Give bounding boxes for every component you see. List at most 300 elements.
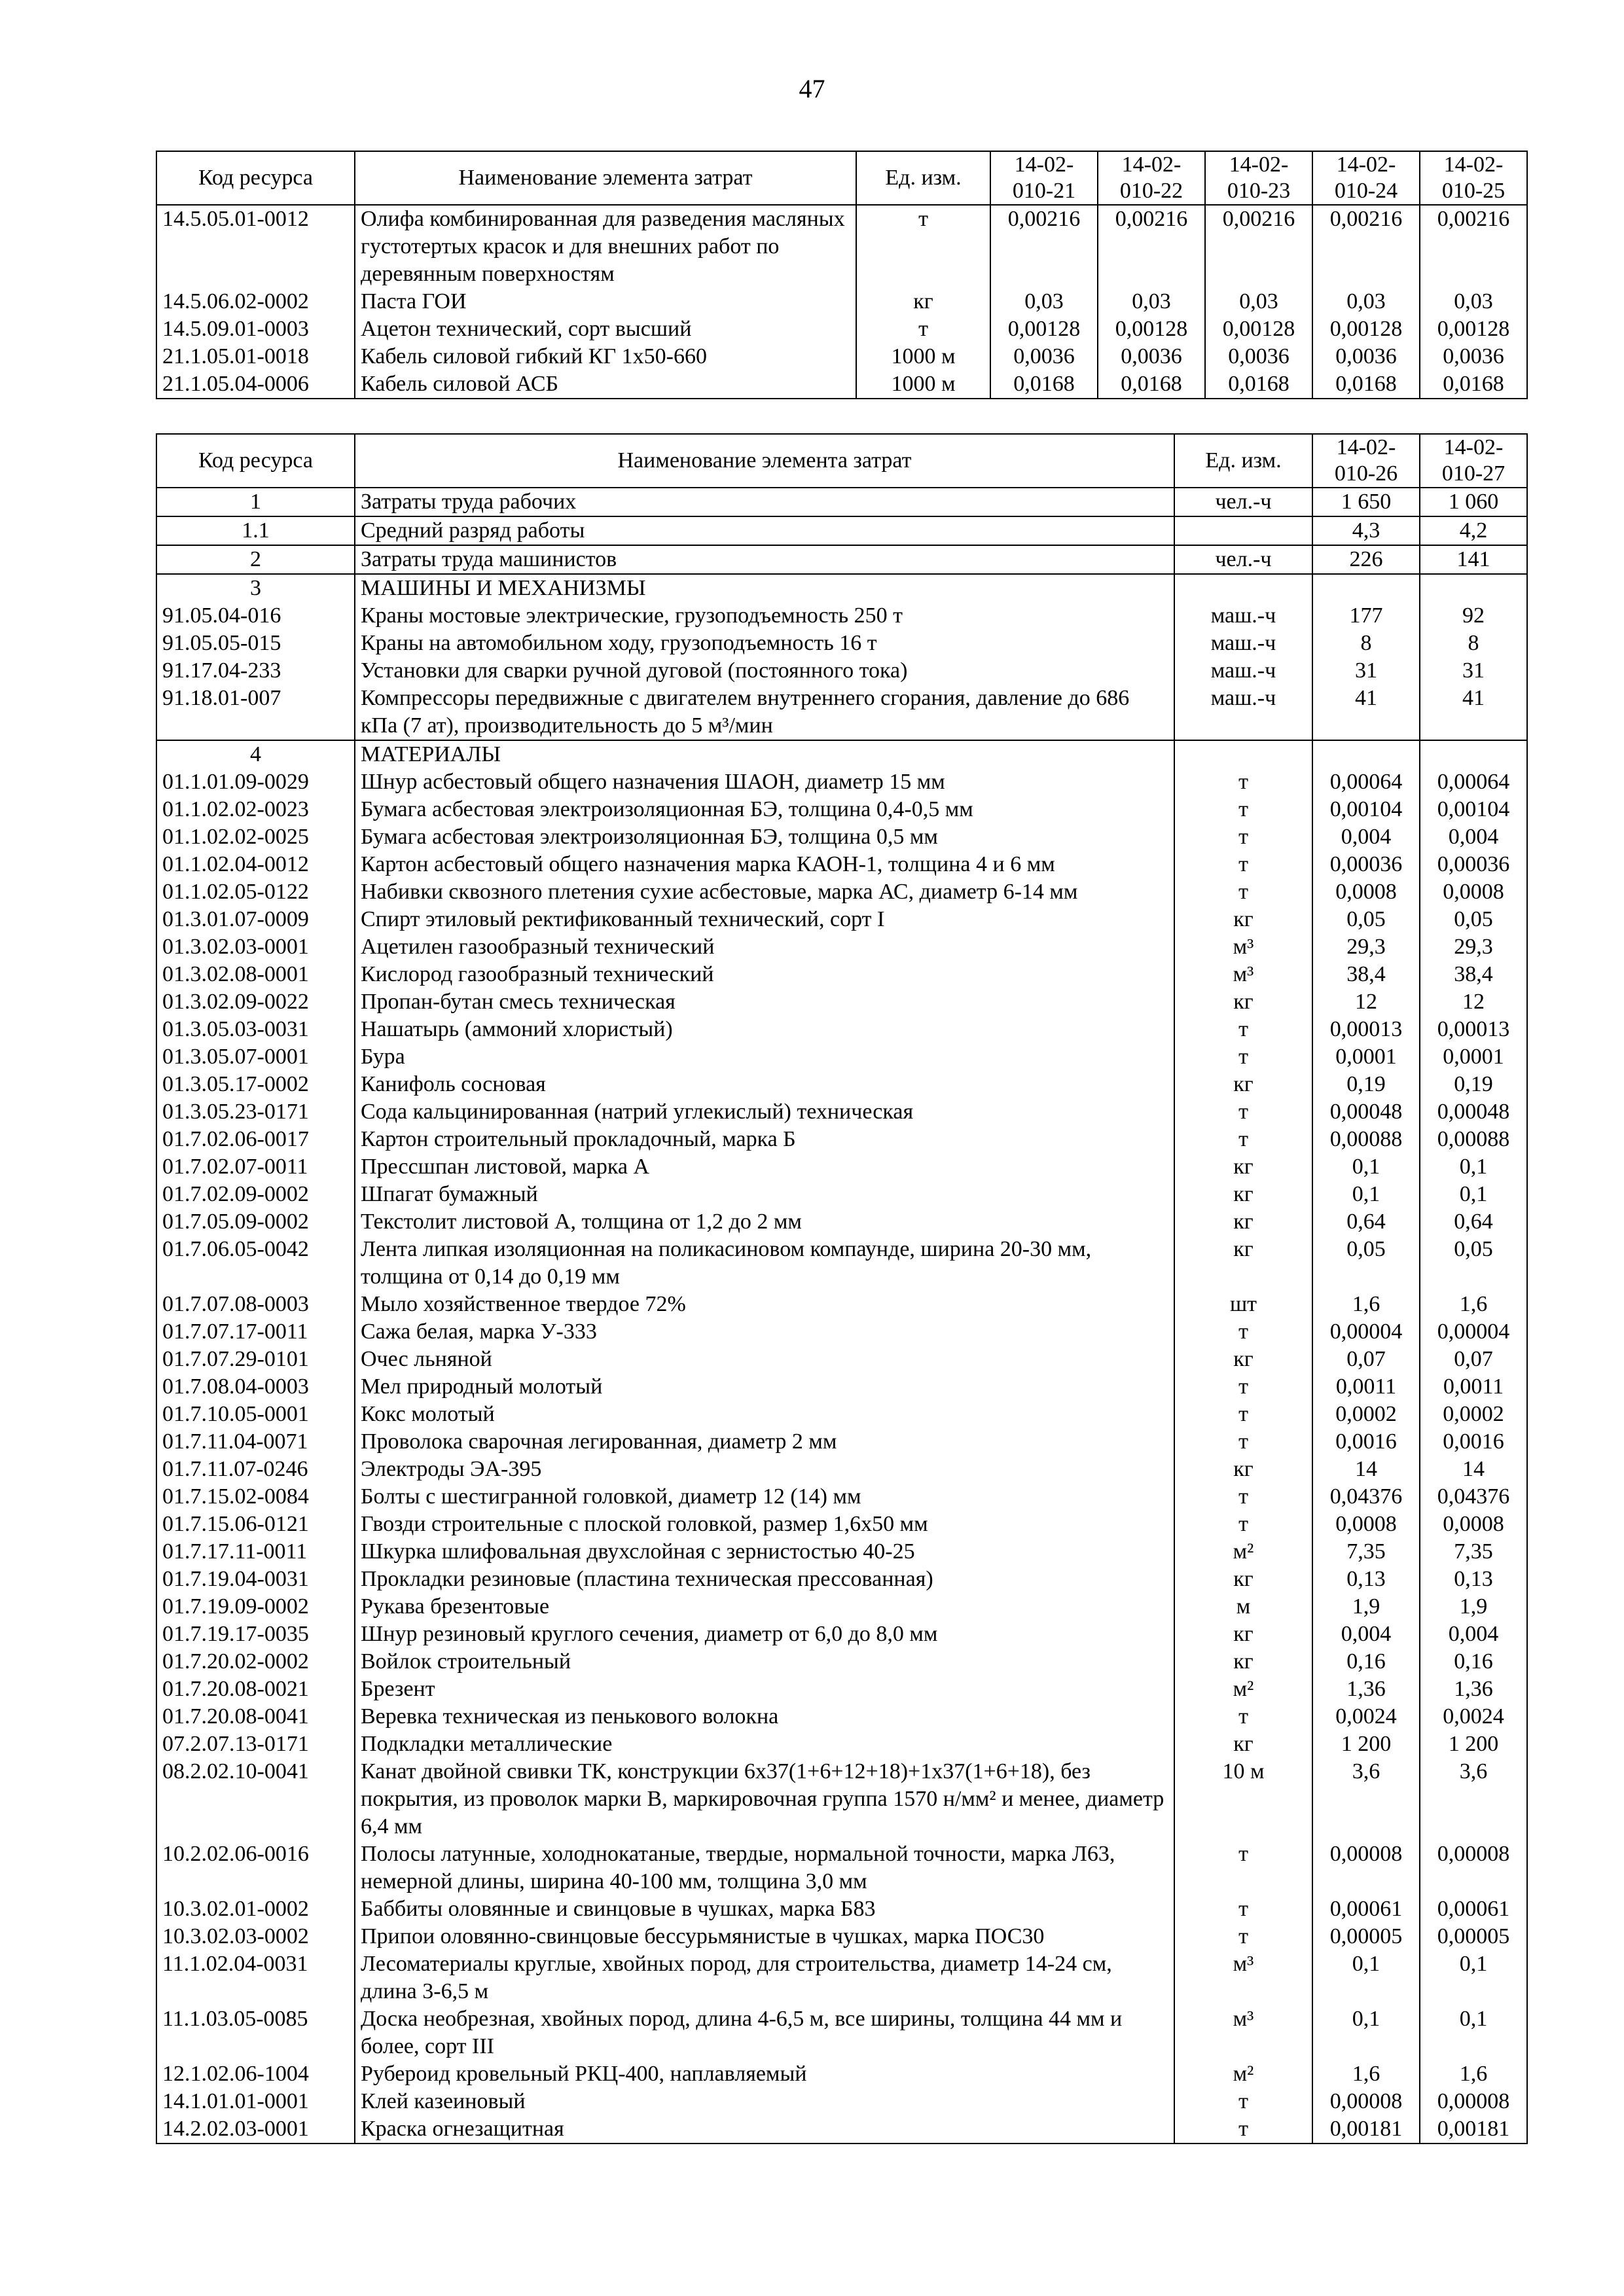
table-row — [156, 1758, 1527, 1840]
unit: т — [1174, 851, 1312, 878]
norm-value-26: 0,00008 — [1312, 2088, 1420, 2115]
unit: т — [1174, 1126, 1312, 1153]
unit — [1174, 516, 1312, 545]
norm-value-26: 0,05 — [1312, 906, 1420, 933]
header-norm-23: 14-02-010-23 — [1205, 151, 1312, 205]
norm-value-27: 0,00088 — [1420, 1126, 1527, 1153]
norm-value-26: 14 — [1312, 1456, 1420, 1483]
resource-code: 01.3.05.07-0001 — [156, 1043, 355, 1071]
unit: т — [1174, 1840, 1312, 1895]
cost-element-name: Электроды ЭА-395 — [355, 1456, 1174, 1483]
header-resource-code: Код ресурса — [156, 151, 355, 205]
cost-element-name: Клей казеиновый — [355, 2088, 1174, 2115]
resource-code: 01.3.05.03-0031 — [156, 1016, 355, 1043]
unit: м — [1174, 1593, 1312, 1621]
norm-value-26 — [1312, 574, 1420, 602]
resource-code: 01.1.02.04-0012 — [156, 851, 355, 878]
norm-value-26: 226 — [1312, 545, 1420, 574]
norm-value-26: 1,6 — [1312, 1291, 1420, 1318]
unit: т — [1174, 1483, 1312, 1511]
unit: м² — [1174, 2060, 1312, 2088]
header-unit: Ед. изм. — [856, 151, 990, 205]
unit: т — [1174, 1923, 1312, 1950]
section-title: МАШИНЫ И МЕХАНИЗМЫ — [355, 574, 1174, 602]
norm-value-27: 0,0011 — [1420, 1373, 1527, 1401]
table-row — [156, 1016, 1527, 1043]
table-row — [156, 1731, 1527, 1758]
norm-value-27: 0,00004 — [1420, 1318, 1527, 1346]
cost-element-name: Доска необрезная, хвойных пород, длина 4-6,5 м, все ширины, толщина 44 мм и более, сорт III — [355, 2005, 1174, 2060]
cost-element-name: Кислород газообразный технический — [355, 961, 1174, 988]
resource-code: 01.7.07.17-0011 — [156, 1318, 355, 1346]
norm-value: 0,00128 — [1420, 315, 1527, 343]
norm-value: 0,03 — [1098, 288, 1205, 315]
cost-element-name: Краска огнезащитная — [355, 2115, 1174, 2144]
norm-value: 0,0036 — [1205, 343, 1312, 370]
cost-element-name: Очес льняной — [355, 1346, 1174, 1373]
unit: чел.-ч — [1174, 488, 1312, 516]
cost-element-name: Краны на автомобильном ходу, грузоподъемность 16 т — [355, 630, 1174, 657]
norm-value-27: 29,3 — [1420, 933, 1527, 961]
norm-value-27: 8 — [1420, 630, 1527, 657]
cost-element-name: Олифа комбинированная для разведения масляных густотертых красок и для внешних работ по деревянным поверхностям — [355, 205, 856, 288]
cost-element-name: Спирт этиловый ректификованный технический, сорт I — [355, 906, 1174, 933]
resource-code: 01.1.02.05-0122 — [156, 878, 355, 906]
table-row — [156, 1456, 1527, 1483]
unit: м³ — [1174, 1950, 1312, 2005]
unit: т — [1174, 1016, 1312, 1043]
norm-value: 0,0168 — [990, 370, 1098, 399]
unit: кг — [1174, 1181, 1312, 1208]
unit: кг — [1174, 1208, 1312, 1236]
table-row — [156, 1676, 1527, 1703]
table-row — [156, 988, 1527, 1016]
norm-value-27: 0,05 — [1420, 906, 1527, 933]
table-row — [156, 602, 1527, 630]
header-norm-25: 14-02-010-25 — [1420, 151, 1527, 205]
resource-code: 01.1.01.09-0029 — [156, 768, 355, 796]
resource-code: 01.1.02.02-0025 — [156, 823, 355, 851]
norm-value: 0,0168 — [1205, 370, 1312, 399]
cost-element-name: Бура — [355, 1043, 1174, 1071]
resource-code: 14.2.02.03-0001 — [156, 2115, 355, 2144]
norm-value-26: 177 — [1312, 602, 1420, 630]
norm-value-27: 0,0016 — [1420, 1428, 1527, 1456]
table-row — [156, 1566, 1527, 1593]
cost-element-name: Набивки сквозного плетения сухие асбестовые, марка АС, диаметр 6-14 мм — [355, 878, 1174, 906]
table-row — [156, 1043, 1527, 1071]
header-norm-22: 14-02-010-22 — [1098, 151, 1205, 205]
cost-element-name: Кокс молотый — [355, 1401, 1174, 1428]
unit: маш.-ч — [1174, 685, 1312, 740]
norm-value-26: 1 200 — [1312, 1731, 1420, 1758]
unit: м³ — [1174, 961, 1312, 988]
cost-element-name: Текстолит листовой А, толщина от 1,2 до 2 мм — [355, 1208, 1174, 1236]
cost-element-name: Средний разряд работы — [355, 516, 1174, 545]
norm-value-27: 0,0024 — [1420, 1703, 1527, 1731]
cost-element-name: Затраты труда машинистов — [355, 545, 1174, 574]
norm-value-26: 0,00061 — [1312, 1895, 1420, 1923]
norm-value-27: 0,004 — [1420, 823, 1527, 851]
unit: кг — [1174, 1236, 1312, 1291]
table-row — [156, 1840, 1527, 1895]
norm-value-27: 0,1 — [1420, 1950, 1527, 2005]
resource-code: 01.7.15.02-0084 — [156, 1483, 355, 1511]
resource-code: 08.2.02.10-0041 — [156, 1758, 355, 1840]
section-title: МАТЕРИАЛЫ — [355, 740, 1174, 768]
unit: кг — [1174, 1731, 1312, 1758]
header-unit: Ед. изм. — [1174, 434, 1312, 488]
table-row — [156, 961, 1527, 988]
table-row — [156, 1428, 1527, 1456]
norm-value-27: 0,00104 — [1420, 796, 1527, 823]
norm-value-26: 0,0024 — [1312, 1703, 1420, 1731]
norm-value-26: 8 — [1312, 630, 1420, 657]
resource-code: 4 — [156, 740, 355, 768]
cost-element-name: Мел природный молотый — [355, 1373, 1174, 1401]
unit: маш.-ч — [1174, 630, 1312, 657]
resource-code: 01.7.11.07-0246 — [156, 1456, 355, 1483]
resource-code: 01.7.10.05-0001 — [156, 1401, 355, 1428]
resource-code: 1 — [156, 488, 355, 516]
table-row — [156, 1181, 1527, 1208]
table-row — [156, 205, 1527, 288]
norm-value-26: 0,19 — [1312, 1071, 1420, 1098]
unit: шт — [1174, 1291, 1312, 1318]
norm-value: 0,0036 — [1420, 343, 1527, 370]
norm-value-27: 141 — [1420, 545, 1527, 574]
table-row — [156, 1126, 1527, 1153]
norm-value-26 — [1312, 740, 1420, 768]
resource-code: 01.3.02.03-0001 — [156, 933, 355, 961]
cost-element-name: Картон асбестовый общего назначения марка КАОН-1, толщина 4 и 6 мм — [355, 851, 1174, 878]
norm-value-27: 0,00036 — [1420, 851, 1527, 878]
norm-value-26: 0,05 — [1312, 1236, 1420, 1291]
cost-element-name: Проволока сварочная легированная, диаметр 2 мм — [355, 1428, 1174, 1456]
cost-element-name: Рубероид кровельный РКЦ-400, наплавляемый — [355, 2060, 1174, 2088]
table-row — [156, 488, 1527, 516]
unit: т — [1174, 1098, 1312, 1126]
table-row — [156, 657, 1527, 685]
resource-code: 01.1.02.02-0023 — [156, 796, 355, 823]
norm-value-27: 0,0001 — [1420, 1043, 1527, 1071]
norm-value-26: 1,9 — [1312, 1593, 1420, 1621]
norm-value-27: 0,004 — [1420, 1621, 1527, 1648]
cost-element-name: Шкурка шлифовальная двухслойная с зернистостью 40-25 — [355, 1538, 1174, 1566]
table-row — [156, 1923, 1527, 1950]
norm-value-27: 7,35 — [1420, 1538, 1527, 1566]
section-row — [156, 740, 1527, 768]
header-norm-27: 14-02-010-27 — [1420, 434, 1527, 488]
table-row — [156, 2005, 1527, 2060]
norm-value-27: 1,9 — [1420, 1593, 1527, 1621]
unit: т — [1174, 1703, 1312, 1731]
cost-element-name: Установки для сварки ручной дуговой (постоянного тока) — [355, 657, 1174, 685]
table-row — [156, 878, 1527, 906]
norm-value: 0,00128 — [1205, 315, 1312, 343]
norm-value-26: 0,04376 — [1312, 1483, 1420, 1511]
resource-code: 14.1.01.01-0001 — [156, 2088, 355, 2115]
norm-value-27: 0,05 — [1420, 1236, 1527, 1291]
norm-value-27: 1,6 — [1420, 1291, 1527, 1318]
table-row — [156, 343, 1527, 370]
resource-code: 01.7.02.07-0011 — [156, 1153, 355, 1181]
resource-code: 14.5.09.01-0003 — [156, 315, 355, 343]
norm-value-27: 0,1 — [1420, 1181, 1527, 1208]
cost-element-name: Лента липкая изоляционная на поликасиновом компаунде, ширина 20-30 мм, толщина от 0,14 до 0,19 мм — [355, 1236, 1174, 1291]
cost-element-name: Мыло хозяйственное твердое 72% — [355, 1291, 1174, 1318]
unit: т — [1174, 1373, 1312, 1401]
norm-value: 0,00216 — [1420, 205, 1527, 288]
norm-value-27: 31 — [1420, 657, 1527, 685]
header-norm-26: 14-02-010-26 — [1312, 434, 1420, 488]
norm-value-27: 0,1 — [1420, 1153, 1527, 1181]
cost-element-name: Войлок строительный — [355, 1648, 1174, 1676]
unit: т — [1174, 878, 1312, 906]
norm-value-27: 3,6 — [1420, 1758, 1527, 1840]
unit: маш.-ч — [1174, 657, 1312, 685]
norm-value-26: 41 — [1312, 685, 1420, 740]
resource-code: 01.7.06.05-0042 — [156, 1236, 355, 1291]
resource-code: 01.3.05.17-0002 — [156, 1071, 355, 1098]
table-row — [156, 685, 1527, 740]
norm-value: 0,03 — [1205, 288, 1312, 315]
norm-value-26: 4,3 — [1312, 516, 1420, 545]
norm-value-27: 41 — [1420, 685, 1527, 740]
norm-value: 0,00128 — [1312, 315, 1420, 343]
table-row — [156, 1648, 1527, 1676]
section-row — [156, 574, 1527, 602]
resource-code: 91.05.05-015 — [156, 630, 355, 657]
header-norm-24: 14-02-010-24 — [1312, 151, 1420, 205]
norm-value: 0,0168 — [1312, 370, 1420, 399]
norm-value-26: 0,1 — [1312, 1181, 1420, 1208]
resource-code: 10.3.02.01-0002 — [156, 1895, 355, 1923]
unit: 10 м — [1174, 1758, 1312, 1840]
resource-code: 21.1.05.01-0018 — [156, 343, 355, 370]
table-row — [156, 630, 1527, 657]
norm-value-26: 0,00064 — [1312, 768, 1420, 796]
resource-code: 01.3.01.07-0009 — [156, 906, 355, 933]
unit: т — [1174, 1895, 1312, 1923]
table-row — [156, 1511, 1527, 1538]
cost-element-name: Пропан-бутан смесь техническая — [355, 988, 1174, 1016]
cost-element-name: Рукава брезентовые — [355, 1593, 1174, 1621]
norm-value-26: 7,35 — [1312, 1538, 1420, 1566]
norm-value-27: 0,00064 — [1420, 768, 1527, 796]
table-row — [156, 851, 1527, 878]
table-row — [156, 288, 1527, 315]
unit — [1174, 574, 1312, 602]
unit: т — [1174, 1043, 1312, 1071]
cost-element-name: Затраты труда рабочих — [355, 488, 1174, 516]
unit: 1000 м — [856, 370, 990, 399]
table-row — [156, 1483, 1527, 1511]
norm-value-26: 1,6 — [1312, 2060, 1420, 2088]
norm-value-26: 0,00004 — [1312, 1318, 1420, 1346]
table-row — [156, 1098, 1527, 1126]
cost-element-name: Шнур резиновый круглого сечения, диаметр от 6,0 до 8,0 мм — [355, 1621, 1174, 1648]
norm-value-27: 0,00013 — [1420, 1016, 1527, 1043]
table-row — [156, 1071, 1527, 1098]
norm-value-27: 92 — [1420, 602, 1527, 630]
norm-value-26: 12 — [1312, 988, 1420, 1016]
unit: маш.-ч — [1174, 602, 1312, 630]
unit: кг — [856, 288, 990, 315]
cost-element-name: Шпагат бумажный — [355, 1181, 1174, 1208]
norm-value-27 — [1420, 740, 1527, 768]
norm-value-26: 0,0008 — [1312, 1511, 1420, 1538]
norm-value-26: 0,1 — [1312, 1950, 1420, 2005]
norm-value-27: 38,4 — [1420, 961, 1527, 988]
norm-value-26: 1 650 — [1312, 488, 1420, 516]
table-row — [156, 370, 1527, 399]
cost-element-name: Компрессоры передвижные с двигателем внутреннего сгорания, давление до 686 кПа (7 ат), производительность до 5 м³/мин — [355, 685, 1174, 740]
norm-value-26: 29,3 — [1312, 933, 1420, 961]
table-row — [156, 1318, 1527, 1346]
header-cost-element-name: Наименование элемента затрат — [355, 151, 856, 205]
norm-value-27: 4,2 — [1420, 516, 1527, 545]
cost-element-name: Полосы латунные, холоднокатаные, твердые, нормальной точности, марка Л63, немерной длины, ширина 40-100 мм, толщина 3,0 мм — [355, 1840, 1174, 1895]
resource-code: 01.7.20.02-0002 — [156, 1648, 355, 1676]
resource-code: 01.7.07.29-0101 — [156, 1346, 355, 1373]
table-row — [156, 1950, 1527, 2005]
norm-value: 0,0036 — [990, 343, 1098, 370]
resource-table-2 — [156, 433, 1528, 2144]
resource-code: 91.05.04-016 — [156, 602, 355, 630]
norm-value-26: 0,004 — [1312, 823, 1420, 851]
norm-value-26: 31 — [1312, 657, 1420, 685]
cost-element-name: Кабель силовой АСБ — [355, 370, 856, 399]
resource-code: 21.1.05.04-0006 — [156, 370, 355, 399]
norm-value-27: 0,19 — [1420, 1071, 1527, 1098]
norm-value-27: 0,64 — [1420, 1208, 1527, 1236]
table-row — [156, 2088, 1527, 2115]
norm-value-27: 0,0008 — [1420, 1511, 1527, 1538]
resource-code: 07.2.07.13-0171 — [156, 1731, 355, 1758]
norm-value: 0,03 — [990, 288, 1098, 315]
norm-value-27: 12 — [1420, 988, 1527, 1016]
resource-code: 01.7.07.08-0003 — [156, 1291, 355, 1318]
table-row — [156, 315, 1527, 343]
resource-code: 01.3.05.23-0171 — [156, 1098, 355, 1126]
norm-value-27: 0,00008 — [1420, 1840, 1527, 1895]
table-row — [156, 1208, 1527, 1236]
cost-element-name: Прессшпан листовой, марка А — [355, 1153, 1174, 1181]
norm-value-26: 0,00005 — [1312, 1923, 1420, 1950]
norm-value-26: 0,0002 — [1312, 1401, 1420, 1428]
resource-code: 01.7.15.06-0121 — [156, 1511, 355, 1538]
unit: м² — [1174, 1676, 1312, 1703]
norm-value-27: 0,00008 — [1420, 2088, 1527, 2115]
table-row — [156, 1236, 1527, 1291]
norm-value-26: 0,00008 — [1312, 1840, 1420, 1895]
norm-value: 0,0168 — [1098, 370, 1205, 399]
table-row — [156, 516, 1527, 545]
norm-value: 0,03 — [1312, 288, 1420, 315]
resource-code: 01.7.02.06-0017 — [156, 1126, 355, 1153]
norm-value: 0,00216 — [990, 205, 1098, 288]
norm-value-27: 0,04376 — [1420, 1483, 1527, 1511]
table1-header-row — [156, 151, 1527, 205]
norm-value: 0,0036 — [1098, 343, 1205, 370]
unit: кг — [1174, 1648, 1312, 1676]
cost-element-name: Паста ГОИ — [355, 288, 856, 315]
norm-value-26: 0,0008 — [1312, 878, 1420, 906]
norm-value-26: 0,00036 — [1312, 851, 1420, 878]
unit: т — [856, 315, 990, 343]
cost-element-name: Сода кальцинированная (натрий углекислый) техническая — [355, 1098, 1174, 1126]
unit: т — [1174, 768, 1312, 796]
norm-value-27: 0,0002 — [1420, 1401, 1527, 1428]
cost-element-name: Гвозди строительные с плоской головкой, размер 1,6х50 мм — [355, 1511, 1174, 1538]
cost-element-name: Канифоль сосновая — [355, 1071, 1174, 1098]
table-row — [156, 1346, 1527, 1373]
unit: кг — [1174, 988, 1312, 1016]
norm-value-26: 0,00104 — [1312, 796, 1420, 823]
norm-value-27: 14 — [1420, 1456, 1527, 1483]
cost-element-name: Ацетон технический, сорт высший — [355, 315, 856, 343]
cost-element-name: Брезент — [355, 1676, 1174, 1703]
unit: кг — [1174, 1456, 1312, 1483]
table-row — [156, 2115, 1527, 2144]
norm-value-27 — [1420, 574, 1527, 602]
norm-value-27: 0,0008 — [1420, 878, 1527, 906]
resource-code: 01.7.20.08-0041 — [156, 1703, 355, 1731]
unit — [1174, 740, 1312, 768]
cost-element-name: Болты с шестигранной головкой, диаметр 12 (14) мм — [355, 1483, 1174, 1511]
resource-code: 12.1.02.06-1004 — [156, 2060, 355, 2088]
unit: т — [1174, 2088, 1312, 2115]
resource-code: 01.7.17.11-0011 — [156, 1538, 355, 1566]
norm-value: 0,0168 — [1420, 370, 1527, 399]
norm-value-27: 1 200 — [1420, 1731, 1527, 1758]
unit: т — [1174, 796, 1312, 823]
table-row — [156, 906, 1527, 933]
table-row — [156, 768, 1527, 796]
cost-element-name: Краны мостовые электрические, грузоподъемность 250 т — [355, 602, 1174, 630]
norm-value-26: 0,1 — [1312, 1153, 1420, 1181]
header-norm-21: 14-02-010-21 — [990, 151, 1098, 205]
resource-code: 01.7.19.09-0002 — [156, 1593, 355, 1621]
norm-value-26: 0,07 — [1312, 1346, 1420, 1373]
norm-value-26: 1,36 — [1312, 1676, 1420, 1703]
norm-value-26: 0,13 — [1312, 1566, 1420, 1593]
unit: кг — [1174, 1566, 1312, 1593]
resource-code: 01.3.02.08-0001 — [156, 961, 355, 988]
resource-table-1 — [156, 151, 1528, 399]
unit: м³ — [1174, 933, 1312, 961]
cost-element-name: Бумага асбестовая электроизоляционная БЭ, толщина 0,4-0,5 мм — [355, 796, 1174, 823]
unit: т — [1174, 823, 1312, 851]
header-resource-code: Код ресурса — [156, 434, 355, 488]
norm-value-26: 0,00088 — [1312, 1126, 1420, 1153]
cost-element-name: Припои оловянно-свинцовые бессурьмянистые в чушках, марка ПОС30 — [355, 1923, 1174, 1950]
unit: т — [856, 205, 990, 288]
table-row — [156, 2060, 1527, 2088]
cost-element-name: Нашатырь (аммоний хлористый) — [355, 1016, 1174, 1043]
table-row — [156, 1703, 1527, 1731]
norm-value: 0,00128 — [990, 315, 1098, 343]
norm-value-27: 0,07 — [1420, 1346, 1527, 1373]
unit: т — [1174, 1318, 1312, 1346]
norm-value-26: 0,00048 — [1312, 1098, 1420, 1126]
table-row — [156, 1593, 1527, 1621]
norm-value-26: 0,004 — [1312, 1621, 1420, 1648]
table2-header-row — [156, 434, 1527, 488]
table-row — [156, 1401, 1527, 1428]
table-row — [156, 933, 1527, 961]
